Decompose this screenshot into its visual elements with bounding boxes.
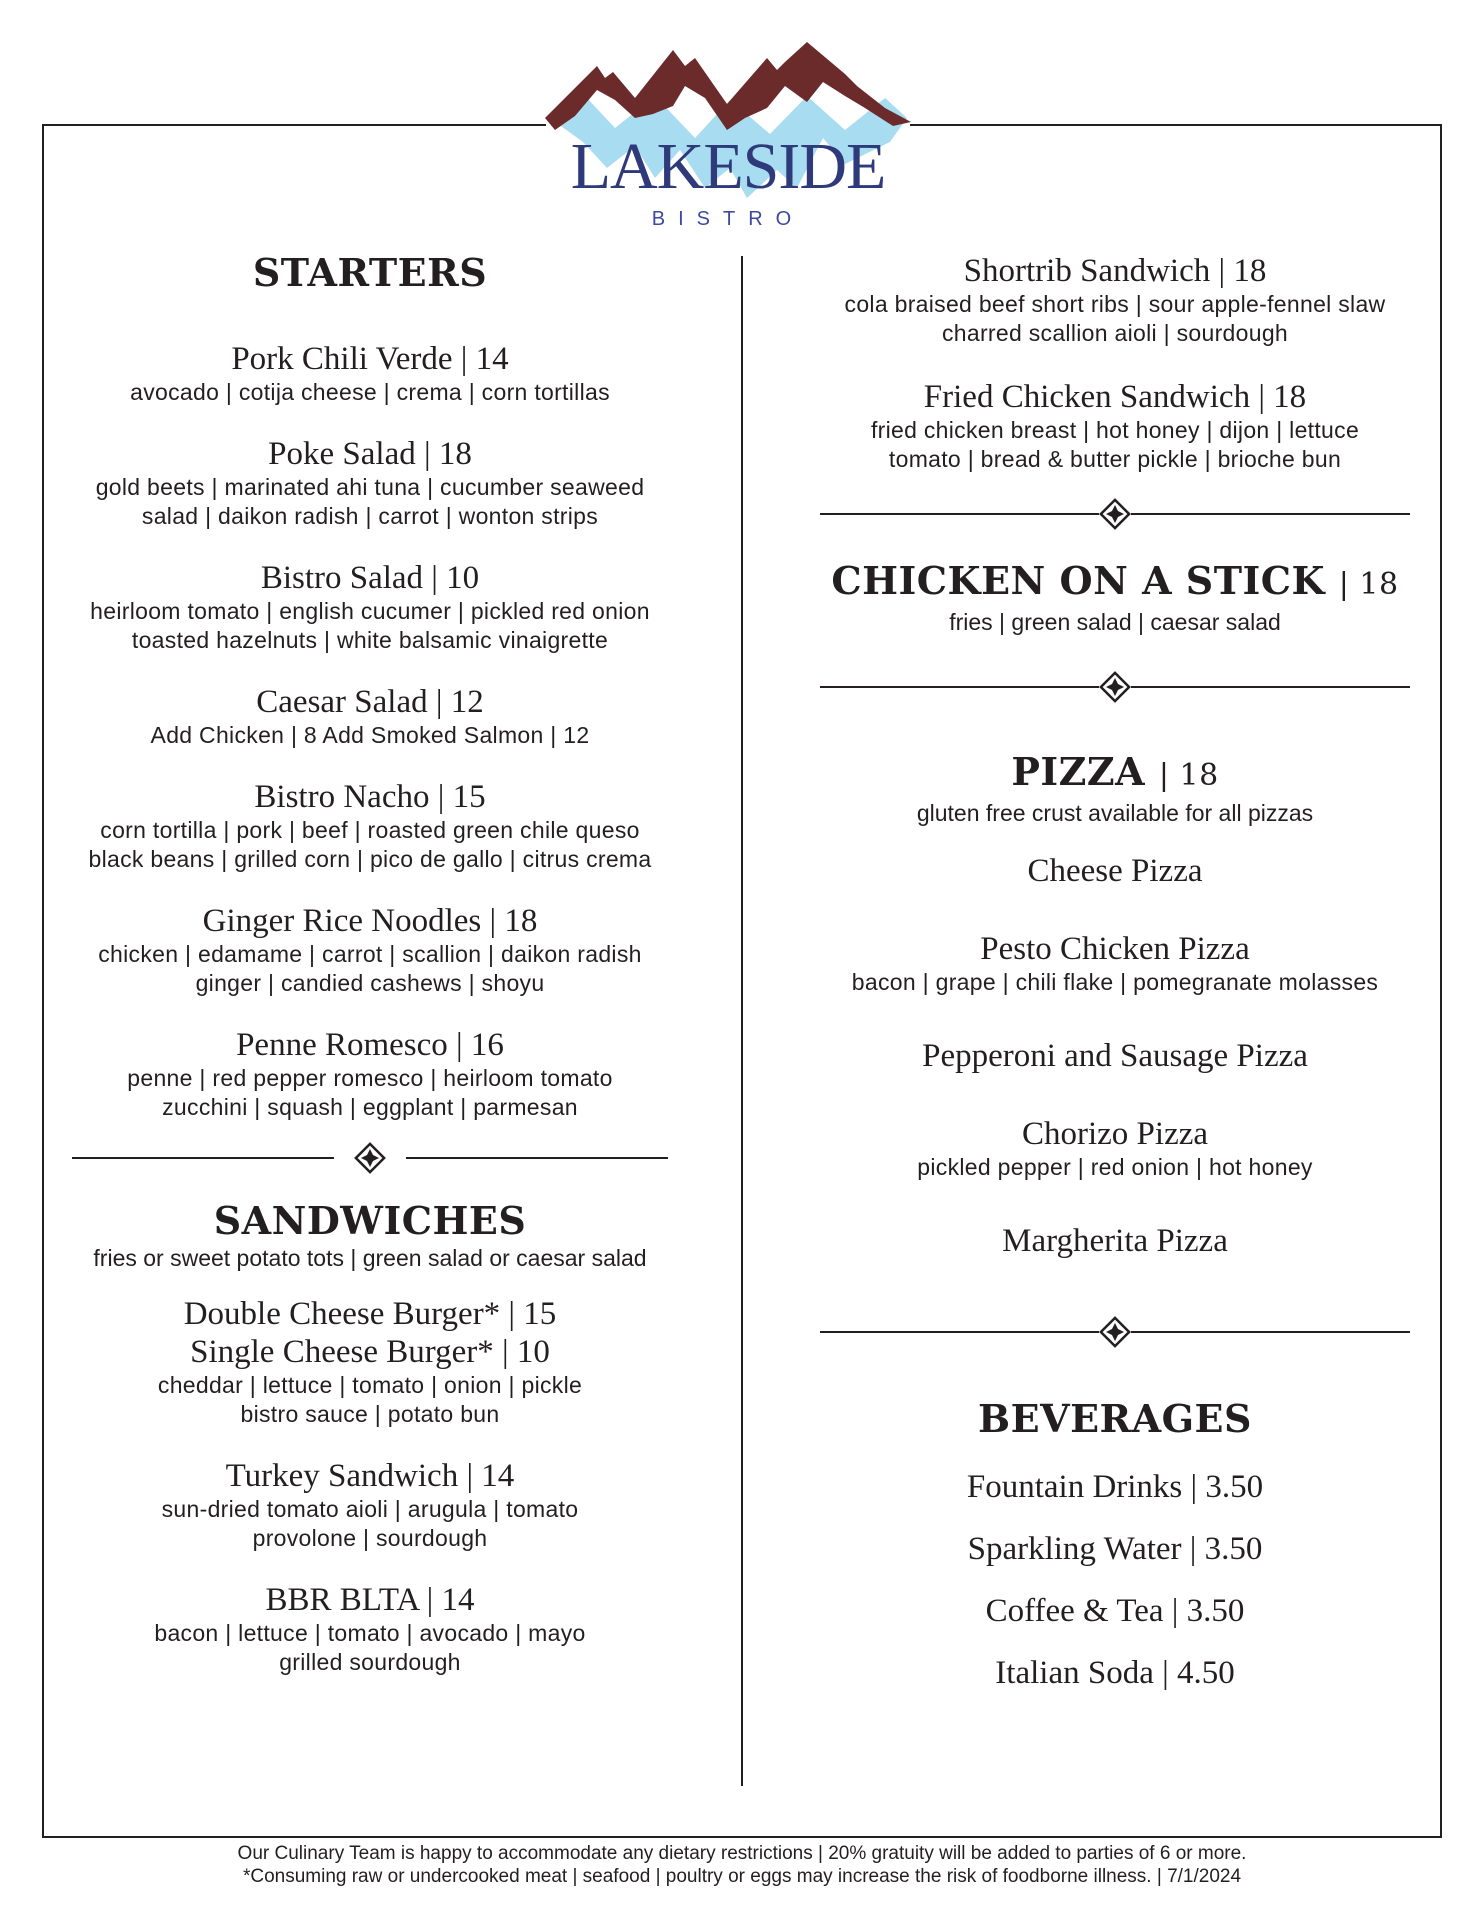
menu-item xyxy=(50,778,690,874)
item-description: sun-dried tomato aioli | arugula | tomato xyxy=(161,1496,579,1522)
menu-item xyxy=(50,902,690,998)
item-description: cola braised beef short ribs | sour apple-fennel slaw xyxy=(844,291,1386,317)
diamond-ornament-icon xyxy=(354,1142,386,1174)
diamond-ornament-icon xyxy=(1099,671,1131,703)
item-description: toasted hazelnuts | white balsamic vinaigrette xyxy=(131,627,609,653)
footer-line-1: Our Culinary Team is happy to accommodate any dietary restrictions | 20% gratuity will be added to parties of 6 or more. xyxy=(237,1843,1247,1864)
menu-item xyxy=(780,1222,1450,1260)
beverage-item: Italian Soda | 4.50 xyxy=(995,1655,1235,1691)
item-name: Ginger Rice Noodles | 18 xyxy=(202,903,538,939)
item-description: penne | red pepper romesco | heirloom tomato xyxy=(127,1065,613,1091)
beverage-item: Sparkling Water | 3.50 xyxy=(967,1531,1263,1567)
pizza-title xyxy=(780,749,1450,799)
item-description: corn tortilla | pork | beef | roasted green chile queso xyxy=(100,817,640,843)
right-column xyxy=(780,252,1450,1692)
column-divider xyxy=(741,256,743,1786)
menu-item xyxy=(50,559,690,655)
menu-item xyxy=(780,378,1450,474)
beverages-list xyxy=(780,1468,1450,1692)
ornament-line-right xyxy=(1131,513,1410,515)
footer-line-2: *Consuming raw or undercooked meat | seafood | poultry or eggs may increase the risk of foodborne illness. | 7/1/2024 xyxy=(242,1866,1242,1887)
item-name: Poke Salad | 18 xyxy=(268,436,472,472)
lakeside-bistro-logo xyxy=(545,38,911,234)
item-name: BBR BLTA | 14 xyxy=(265,1582,475,1618)
ornament-divider xyxy=(780,1312,1450,1352)
logo-subtitle: BISTRO xyxy=(651,208,805,230)
item-description: chicken | edamame | carrot | scallion | daikon radish xyxy=(98,941,642,967)
diamond-ornament-icon xyxy=(1099,1316,1131,1348)
menu-item xyxy=(780,930,1450,997)
item-name: Margherita Pizza xyxy=(1002,1223,1228,1259)
item-description: heirloom tomato | english cucumer | pickled red onion xyxy=(90,598,650,624)
beverages-title: BEVERAGES xyxy=(978,1396,1252,1441)
item-description: cheddar | lettuce | tomato | onion | pickle xyxy=(157,1372,583,1398)
menu-item xyxy=(780,852,1450,890)
menu-item xyxy=(780,1115,1450,1182)
ornament-line-right xyxy=(406,1157,668,1159)
pizza-price: | 18 xyxy=(1158,758,1219,793)
item-name: Pepperoni and Sausage Pizza xyxy=(922,1038,1308,1074)
beverage-item: Fountain Drinks | 3.50 xyxy=(966,1469,1264,1505)
ornament-divider xyxy=(780,667,1450,707)
menu-item xyxy=(50,1581,690,1677)
item-description: charred scallion aioli | sourdough xyxy=(941,320,1289,346)
item-description: fried chicken breast | hot honey | dijon | lettuce xyxy=(870,417,1360,443)
item-description: gold beets | marinated ahi tuna | cucumber seaweed xyxy=(95,474,645,500)
menu-item xyxy=(50,1457,690,1553)
item-description: zucchini | squash | eggplant | parmesan xyxy=(162,1094,578,1120)
ornament-line-left xyxy=(820,513,1099,515)
item-description: avocado | cotija cheese | crema | corn tortillas xyxy=(130,379,610,405)
pizza-note: gluten free crust available for all pizzas xyxy=(916,800,1314,826)
menu-item xyxy=(50,683,690,750)
item-description: salad | daikon radish | carrot | wonton strips xyxy=(141,503,599,529)
item-description: provolone | sourdough xyxy=(252,1525,488,1551)
pizza-title-text: PIZZA xyxy=(1011,749,1146,794)
item-description: tomato | bread & butter pickle | brioche bun xyxy=(888,446,1342,472)
ornament-divider xyxy=(50,1138,690,1178)
chicken-title xyxy=(780,558,1450,608)
item-name: Penne Romesco | 16 xyxy=(236,1027,504,1063)
chicken-title-text: CHICKEN ON A STICK xyxy=(831,558,1326,603)
sandwiches-list xyxy=(50,1295,690,1677)
item-name: Cheese Pizza xyxy=(1027,853,1203,889)
item-name: Pork Chili Verde | 14 xyxy=(231,341,509,377)
menu-item xyxy=(780,1037,1450,1075)
item-description: pickled pepper | red onion | hot honey xyxy=(917,1154,1313,1180)
menu-item xyxy=(50,340,690,407)
chicken-price: | 18 xyxy=(1338,567,1399,602)
item-description: bacon | grape | chili flake | pomegranate molasses xyxy=(851,969,1379,995)
logo-wordmark: LAKESIDE xyxy=(570,130,886,203)
item-description: ginger | candied cashews | shoyu xyxy=(195,970,545,996)
footer xyxy=(0,1842,1484,1888)
item-description: bacon | lettuce | tomato | avocado | mayo xyxy=(154,1620,586,1646)
ornament-line-left xyxy=(72,1157,334,1159)
item-name: Pesto Chicken Pizza xyxy=(980,931,1250,967)
sandwiches-continued-list xyxy=(780,252,1450,474)
menu-item xyxy=(50,1026,690,1122)
item-description: grilled sourdough xyxy=(279,1649,461,1675)
left-column xyxy=(50,250,690,1677)
ornament-line-right xyxy=(1131,686,1410,688)
ornament-line-right xyxy=(1131,1331,1410,1333)
menu-item xyxy=(50,1295,690,1429)
item-description: black beans | grilled corn | pico de gallo | citrus crema xyxy=(88,846,652,872)
sandwiches-title: SANDWICHES xyxy=(213,1198,527,1243)
diamond-ornament-icon xyxy=(1099,498,1131,530)
item-name: Double Cheese Burger* | 15 xyxy=(183,1296,557,1332)
starters-list xyxy=(50,340,690,1122)
beverage-item: Coffee & Tea | 3.50 xyxy=(985,1593,1245,1629)
item-name: Bistro Nacho | 15 xyxy=(254,779,486,815)
ornament-line-left xyxy=(820,686,1099,688)
menu-item xyxy=(780,252,1450,348)
item-name: Single Cheese Burger* | 10 xyxy=(190,1334,550,1370)
menu-item xyxy=(50,435,690,531)
ornament-divider xyxy=(780,494,1450,534)
chicken-note: fries | green salad | caesar salad xyxy=(949,609,1281,635)
item-description: bistro sauce | potato bun xyxy=(240,1401,500,1427)
item-name: Turkey Sandwich | 14 xyxy=(225,1458,515,1494)
sandwiches-note: fries or sweet potato tots | green salad or caesar salad xyxy=(93,1245,647,1271)
item-name: Shortrib Sandwich | 18 xyxy=(963,253,1267,289)
item-name: Bistro Salad | 10 xyxy=(260,560,480,596)
item-name: Chorizo Pizza xyxy=(1021,1116,1209,1152)
item-name: Fried Chicken Sandwich | 18 xyxy=(923,379,1307,415)
item-description: Add Chicken | 8 Add Smoked Salmon | 12 xyxy=(150,722,590,748)
pizza-list xyxy=(780,852,1450,1260)
starters-title: STARTERS xyxy=(252,250,488,295)
item-name: Caesar Salad | 12 xyxy=(256,684,484,720)
ornament-line-left xyxy=(820,1331,1099,1333)
